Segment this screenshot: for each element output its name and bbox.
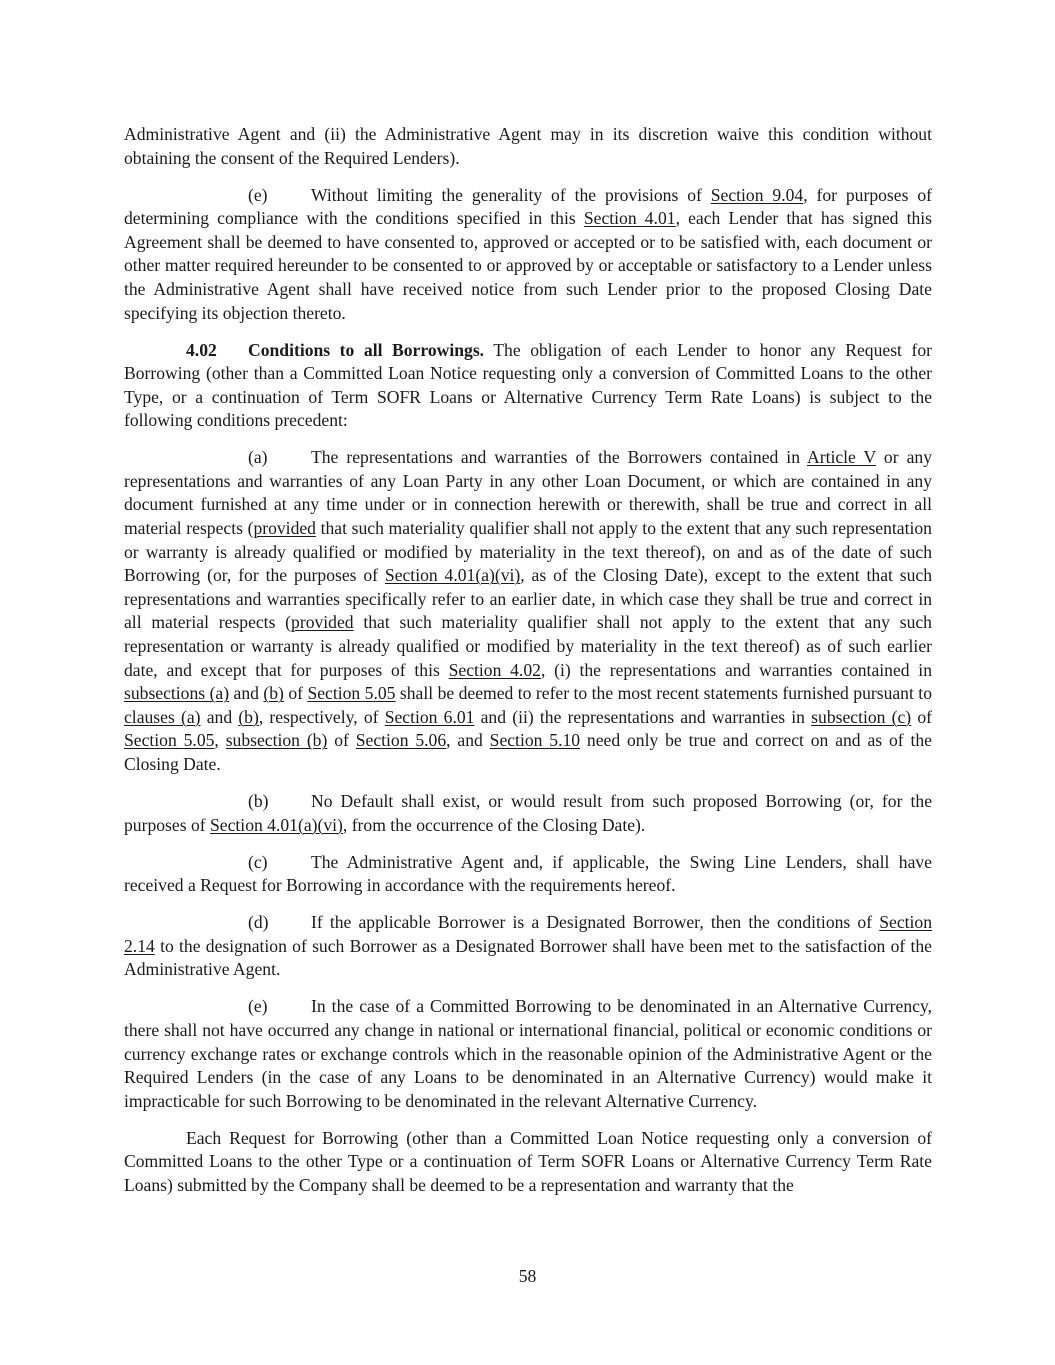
cross-reference: Section 4.01 [583,208,676,229]
cross-reference: (b) [263,683,284,704]
paragraph-4-01-e: (e) Without limiting the generality of the provisions of Section 9.04, for purposes of determining compliance with the conditions specified in this Section 4.01, each Lender that has signed this Agreement shall be deemed to have consented to, approved or accepted or to be satisfied with, each document or other matter required hereunder to be consented to or approved by or acceptable or satisfactory to a Lender unless the Administrative Agent shall have received notice from such Lender prior to the proposed Closing Date specifying its objection thereto. [124,184,932,323]
paragraph-4-02-e: (e) In the case of a Committed Borrowing to be denominated in an Alternative Currency, there shall not have occurred any change in national or international financial, political or economic conditions or currency exchange rates or exchange controls which in the reasonable opinion of the Administrative Agent or the Required Lenders (in the case of any Loans to be denominated in an Alternative Currency) would make it impracticable for such Borrowing to be denominated in the relevant Alternative Currency. [124,996,932,1111]
paragraph-4-02-d: (d) If the applicable Borrower is a Designated Borrower, then the conditions of Section 2.14 to the designation of such Borrower as a Designated Borrower shall have been met to the satisfaction of the Administrative Agent. [124,912,932,980]
clause-label: (d) [248,912,269,933]
cross-reference: Section 5.05 [124,730,215,751]
paragraph-4-02-b: (b) No Default shall exist, or would result from such proposed Borrowing (or, for the purposes of Section 4.01(a)(vi), from the occurrence of the Closing Date). [124,791,932,835]
cross-reference: Section 5.06 [355,730,447,751]
cross-reference: subsections (a) [124,683,230,704]
paragraph-continuation: Administrative Agent and (ii) the Administrative Agent may in its discretion waive this condition without obtaining the consent of the Required Lenders). [124,124,932,168]
cross-reference: Section 4.01(a)(vi) [384,565,521,586]
paragraph-4-02-a: (a) The representations and warranties of the Borrowers contained in Article V or any representations and warranties of any Loan Party in any other Loan Document, or which are contained in any document furnished at any time under or in connection herewith or therewith, shall be true and correct in all material respects (provided that such materiality qualifier shall not apply to the extent that any such representation or warranty is already qualified or modified by materiality in the text thereof), on and as of the date of such Borrowing (or, for the purposes of Section 4.01(a)(vi), as of the Closing Date), except to the extent that such representations and warranties specifically refer to an earlier date, in which case they shall be true and correct in all material respects (provided that such materiality qualifier shall not apply to the extent that any such representation or warranty is already qualified or modified by materiality in the text thereof) as of such earlier date, and except that for purposes of this Section 4.02, (i) the representations and warranties contained in subsections (a) and (b) of Section 5.05 shall be deemed to refer to the most recent statements furnished pursuant to clauses (a) and (b), respectively, of Section 6.01 and (ii) the representations and warranties in subsection (c) of Section 5.05, subsection (b) of Section 5.06, and Section 5.10 need only be true and correct on and as of the Closing Date. [124,447,933,775]
paragraph-closing: Each Request for Borrowing (other than a Committed Loan Notice requesting only a conversion of Committed Loans to the other Type or a continuation of Term SOFR Loans or Alternative Currency Term Rate Loans) submitted by the Company shall be deemed to be a representation and warranty that the [124,1127,932,1195]
cross-reference: clauses (a) [124,706,201,727]
cross-reference: Section 9.04 [710,184,804,205]
page-number: 58 [518,1266,537,1286]
clause-label: (b) [248,791,269,811]
cross-reference: (b) [238,706,259,727]
cross-reference: Article V [807,447,876,468]
cross-reference: Section 2.14 [124,912,932,956]
defined-term: provided [291,612,354,633]
cross-reference: subsection (c) [811,706,912,727]
section-title: Conditions to all Borrowings. [248,339,485,360]
clause-label: (a) [248,447,268,468]
clause-label: (e) [248,996,268,1017]
paragraph-4-02-c: (c) The Administrative Agent and, if applicable, the Swing Line Lenders, shall have received a Request for Borrowing in accordance with the requirements hereof. [124,851,932,896]
document-page [124,123,932,1211]
cross-reference: subsection (b) [225,730,328,751]
cross-reference: Section 5.10 [489,730,581,751]
cross-reference: Section 6.01 [384,706,475,727]
section-number: 4.02 [186,339,217,360]
clause-label: (e) [248,184,268,205]
cross-reference: Section 5.05 [307,683,396,704]
defined-term: provided [253,518,316,539]
cross-reference: Section 4.01(a)(vi) [210,814,343,835]
clause-label: (c) [248,851,268,872]
section-4-02-heading-paragraph: 4.02 Conditions to all Borrowings. The obligation of each Lender to honor any Request for Borrowing (other than a Committed Loan Notice requesting only a conversion of Committed Loans to the other Type, or a continuation of Term SOFR Loans or Alternative Currency Term Rate Loans) is subject to the following conditions precedent: [124,339,932,431]
cross-reference: Section 4.02 [448,659,541,680]
